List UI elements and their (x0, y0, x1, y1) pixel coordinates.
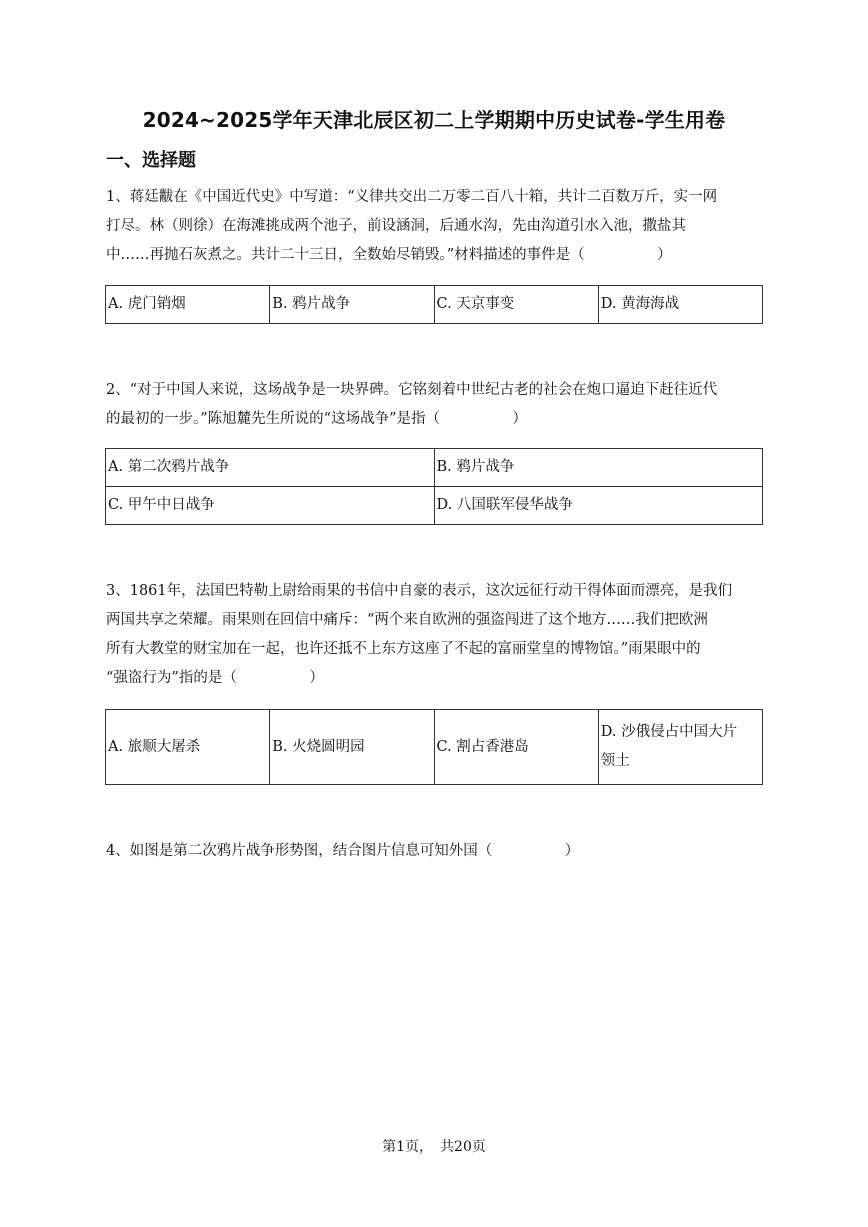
question-2 (106, 376, 766, 434)
option-a[interactable]: A. 旅顺大屠杀 (106, 710, 270, 785)
option-c[interactable]: C. 割占香港岛 (434, 710, 598, 785)
option-b[interactable]: B. 火烧圆明园 (270, 710, 434, 785)
question-text-line: 所有大教堂的财宝加在一起，也许还抵不上东方这座了不起的富丽堂皇的博物馆。”雨果眼中的 (106, 641, 701, 657)
question-text-line: 1、蒋廷黻在《中国近代史》中写道：“义律共交出二万零二百八十箱，共计二百数万斤，实一网 (106, 189, 718, 205)
option-d[interactable]: D. 八国联军侵华战争 (434, 487, 763, 525)
question-text-line: 4、如图是第二次鸦片战争形势图，结合图片信息可知外国（ ） (106, 843, 580, 859)
options-table-q1 (105, 285, 763, 324)
option-a[interactable]: A. 第二次鸦片战争 (106, 449, 435, 487)
question-text-line: 的最初的一步。”陈旭麓先生所说的“这场战争”是指（ ） (106, 411, 527, 427)
option-d-line-1: D. 沙俄侵占中国大片 (600, 724, 738, 740)
question-text-line: 两国共享之荣耀。雨果则在回信中痛斥：“两个来自欧洲的强盗闯进了这个地方……我们把欧洲 (106, 612, 708, 628)
option-d[interactable]: D. 黄海海战 (598, 286, 762, 324)
question-text-line: 2、“对于中国人来说，这场战争是一块界碑。它铭刻着中世纪古老的社会在炮口逼迫下赶往近代 (106, 382, 718, 398)
question-1 (106, 183, 766, 270)
options-table-q3 (105, 709, 763, 785)
option-b[interactable]: B. 鸦片战争 (434, 449, 763, 487)
question-text-line: 中……再抛石灰煮之。共计二十三日，全数始尽销毁。”材料描述的事件是（ ） (106, 247, 672, 263)
question-3 (106, 577, 766, 693)
question-text-line: “强盗行为”指的是（ ） (106, 670, 324, 686)
option-c[interactable]: C. 天京事变 (434, 286, 598, 324)
question-text-line: 3、1861年，法国巴特勒上尉给雨果的书信中自豪的表示，这次远征行动干得体面而漂亮，是我们 (106, 583, 733, 599)
page-title: 2024~2025学年天津北辰区初二上学期期中历史试卷-学生用卷 (142, 108, 726, 132)
question-text-line: 打尽。林（则徐）在海滩挑成两个池子，前设涵洞，后通水沟，先由沟道引水入池，撒盐其 (106, 218, 686, 234)
page-footer: 第1页， 共20页 (382, 1139, 486, 1155)
option-c[interactable]: C. 甲午中日战争 (106, 487, 435, 525)
question-4 (106, 837, 766, 866)
section-heading: 一、选择题 (106, 150, 196, 171)
option-d-line-2: 领土 (600, 753, 630, 769)
option-a[interactable]: A. 虎门销烟 (106, 286, 270, 324)
option-d[interactable] (598, 710, 762, 785)
options-table-q2 (105, 448, 763, 525)
option-b[interactable]: B. 鸦片战争 (270, 286, 434, 324)
